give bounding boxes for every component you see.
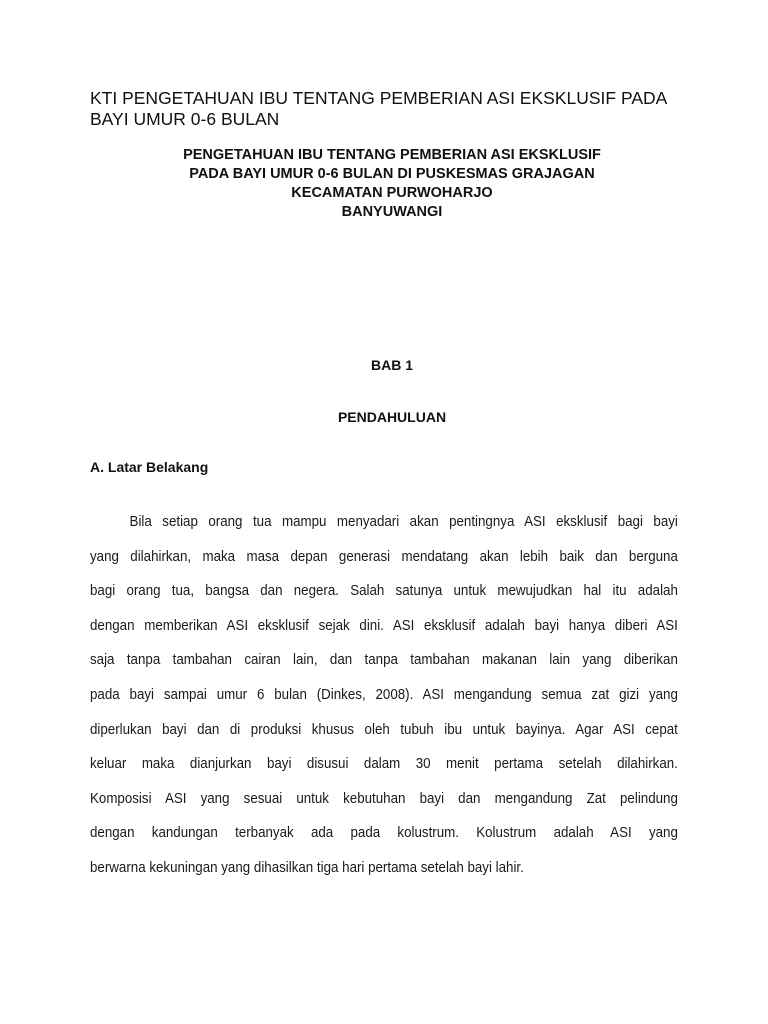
paragraph-line: dengan memberikan ASI eksklusif sejak dini. ASI eksklusif adalah bayi hanya diberi ASI (90, 617, 678, 634)
chapter-title: PENDAHULUAN (337, 409, 447, 425)
paragraph-line: pada bayi sampai umur 6 bulan (Dinkes, 2008). ASI mengandung semua zat gizi yang (90, 686, 678, 703)
subtitle-line: PADA BAYI UMUR 0-6 BULAN DI PUSKESMAS GRAJAGAN (189, 166, 595, 182)
body-paragraph (90, 510, 678, 891)
paragraph-line: bagi orang tua, bangsa dan negera. Salah satunya untuk mewujudkan hal itu adalah (90, 583, 678, 600)
paragraph-line: dengan kandungan terbanyak ada pada kolustrum. Kolustrum adalah ASI yang (90, 825, 678, 842)
section-heading: A. Latar Belakang (90, 459, 209, 475)
paragraph-line: Bila setiap orang tua mampu menyadari akan pentingnya ASI eksklusif bagi bayi (129, 514, 678, 530)
paragraph-line: yang dilahirkan, maka masa depan generasi mendatang akan lebih baik dan berguna (90, 548, 678, 565)
paragraph-line: berwarna kekuningan yang dihasilkan tiga hari pertama setelah bayi lahir. (90, 859, 524, 876)
subtitle-line: PENGETAHUAN IBU TENTANG PEMBERIAN ASI EKSKLUSIF (183, 147, 601, 163)
subtitle-line: BANYUWANGI (341, 204, 443, 220)
document-title: KTI PENGETAHUAN IBU TENTANG PEMBERIAN ASI EKSKLUSIF PADA BAYI UMUR 0-6 BULAN (90, 88, 667, 129)
paragraph-line: saja tanpa tambahan cairan lain, dan tanpa tambahan makanan lain yang diberikan (90, 652, 678, 669)
document-subtitle (90, 146, 694, 222)
paragraph-line: diperlukan bayi dan di produksi khusus oleh tubuh ibu untuk bayinya. Agar ASI cepat (90, 721, 678, 738)
subtitle-line: KECAMATAN PURWOHARJO (291, 185, 493, 201)
chapter-number: BAB 1 (370, 357, 413, 373)
paragraph-line: keluar maka dianjurkan bayi disusui dalam 30 menit pertama setelah dilahirkan. (90, 756, 678, 773)
paragraph-line: Komposisi ASI yang sesuai untuk kebutuhan bayi dan mengandung Zat pelindung (90, 790, 678, 807)
